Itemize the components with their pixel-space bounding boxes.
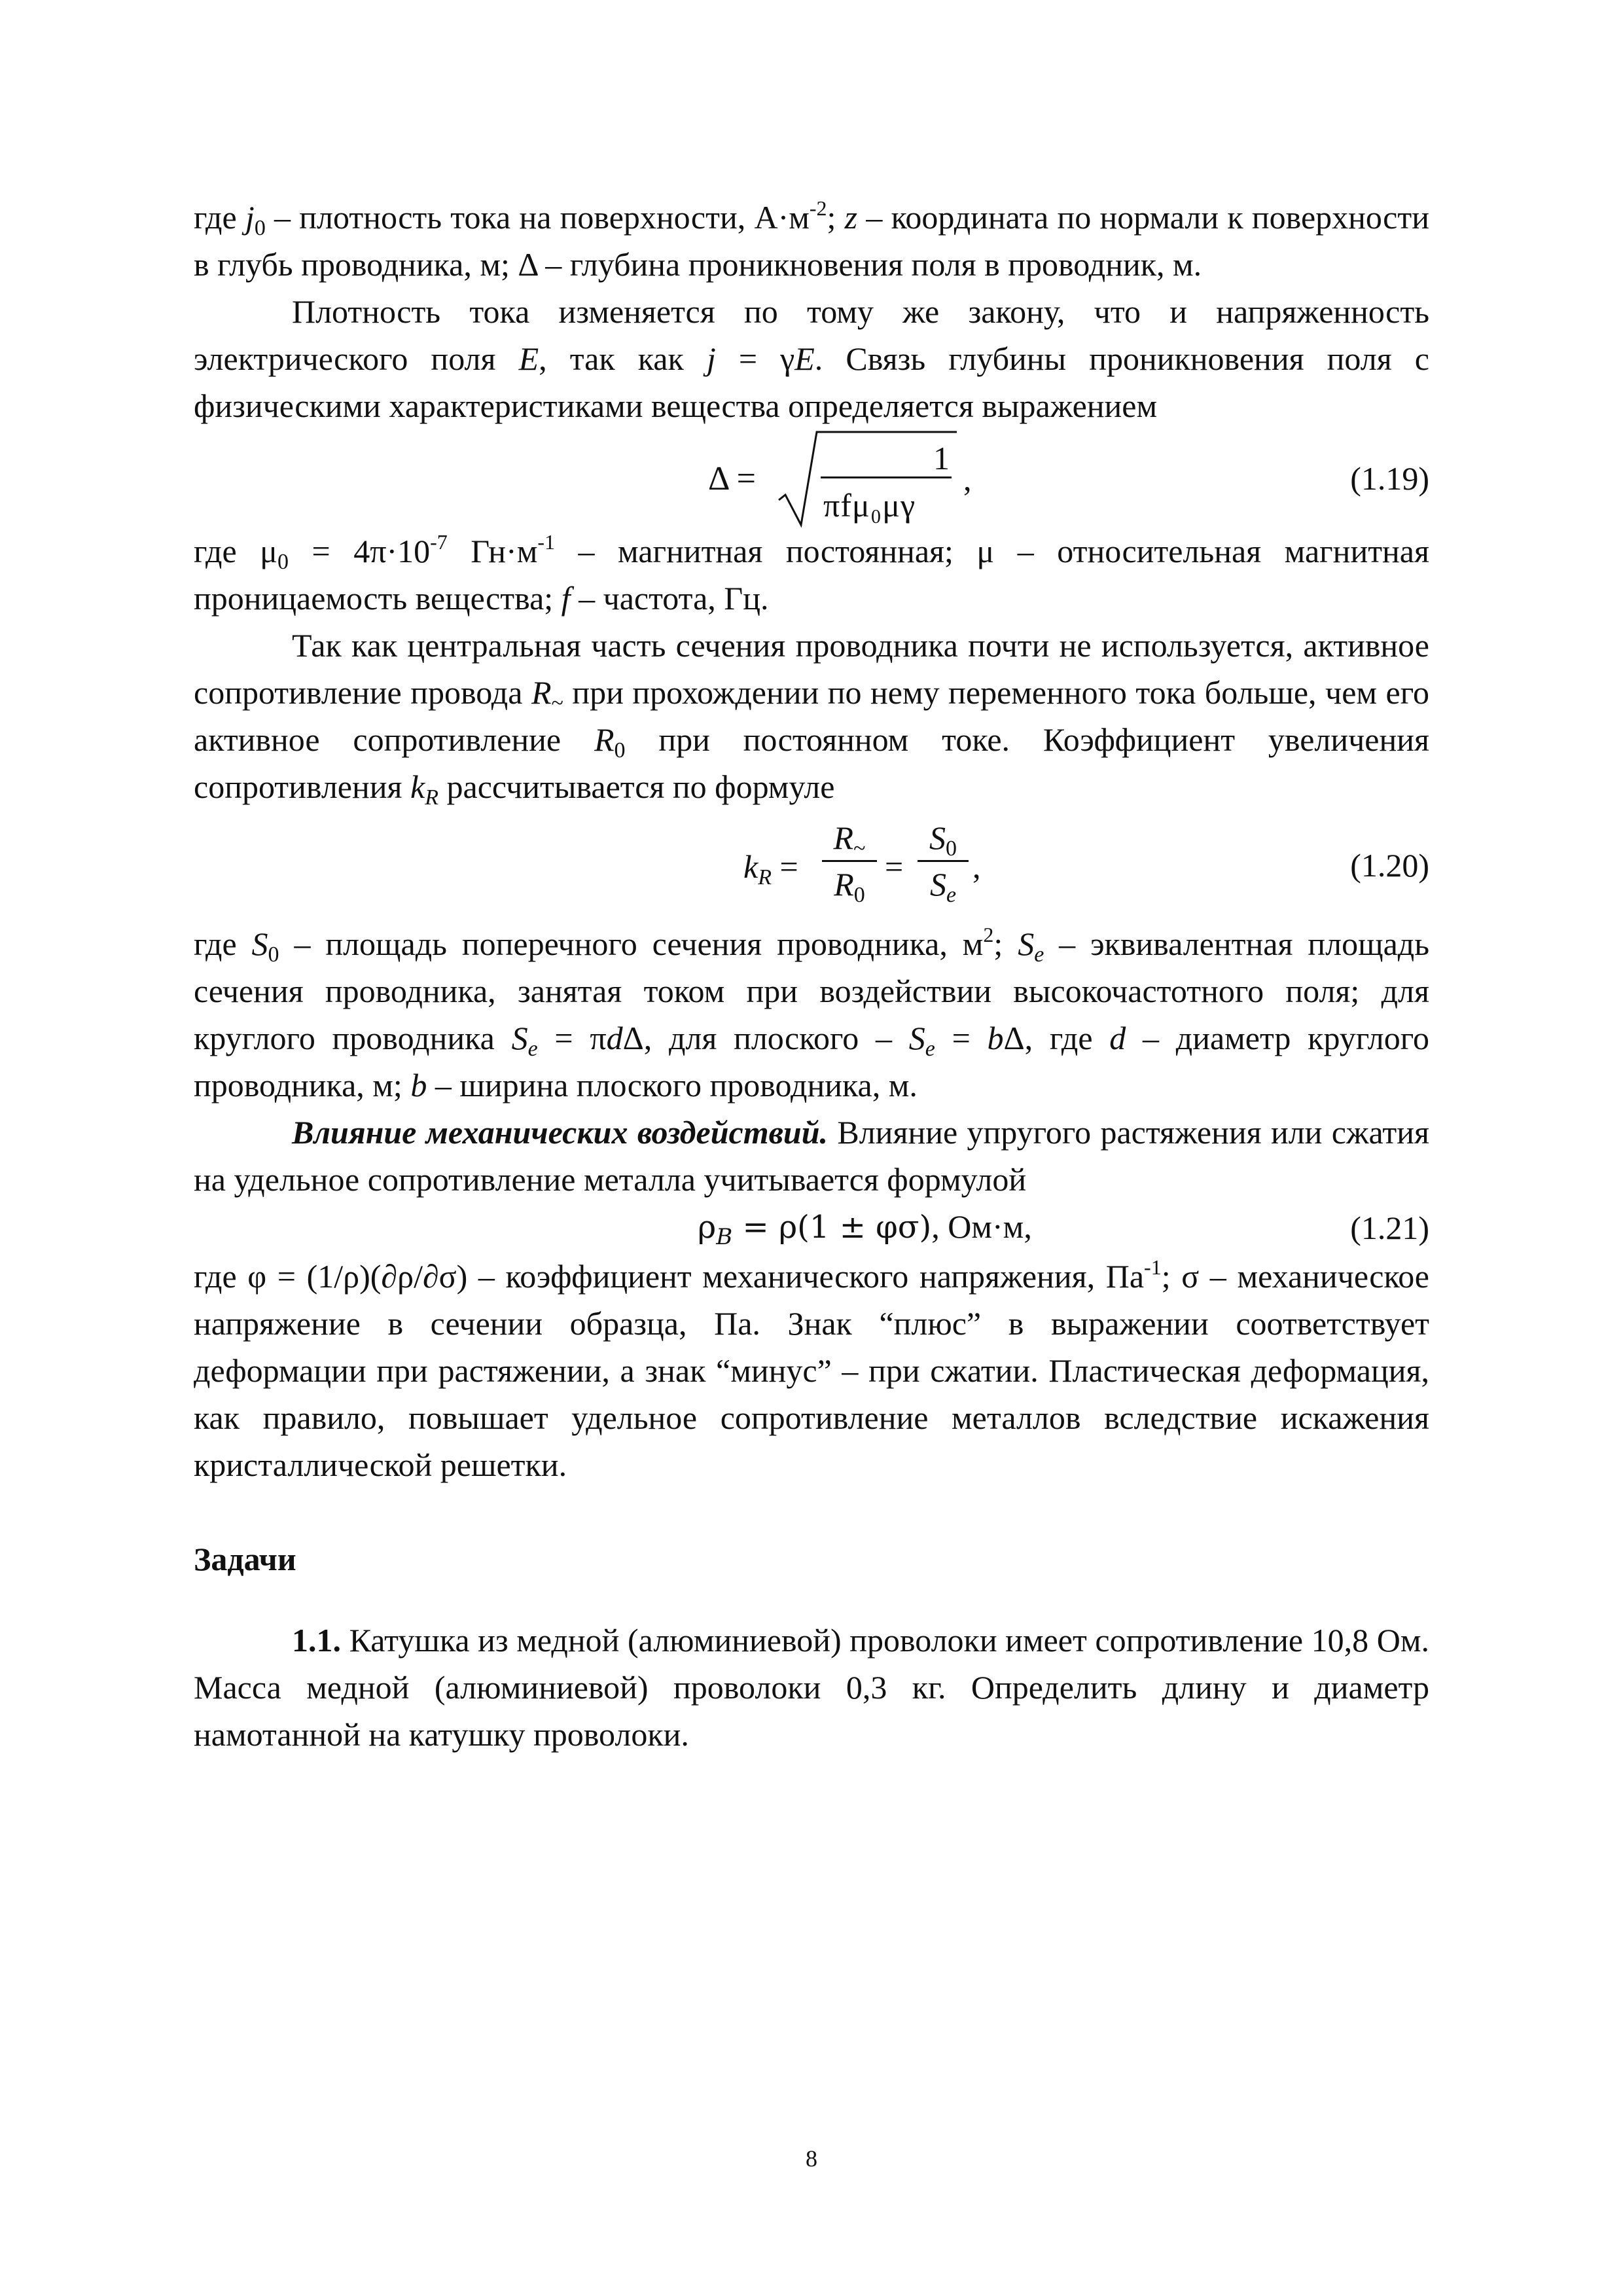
page-number: 8 [806,2145,817,2172]
section-heading: Задачи [194,1541,296,1577]
equation-1-21 [194,1203,1429,1253]
square-root [776,429,1025,528]
equation-lhs: $k_R$ = [743,848,798,889]
equation-1-19 [194,429,1429,528]
fraction-line [821,476,952,478]
fraction-r-ratio: $R_\sim$ $R_0$ [822,817,877,905]
equation-comma: , [963,461,972,497]
equation-comma: , [972,848,981,885]
equation-number: (1.20) [1350,847,1429,884]
equation-expression: $\rho_B = \rho(1 \pm \varphi\sigma)$, Ом·м, [698,1208,1032,1250]
paragraph-current-density: где $j_0$ – плотность тока на поверхности, $А\cdot м^{-2}$; z – координата по нормали к поверхности в глубь проводника, м; Δ – глубина проникновения поля в проводник, м. [194,196,1429,283]
equation-lhs: Δ = [708,460,756,497]
paragraph-cross-section: где $S_0$ – площадь поперечного сечения проводника, $м^2$; $S_e$ – эквивалентная площадь сечения проводника, занятая током при воздействии высокочастотного поля; для круглого проводника $S_e = \pi d\Delta$, для плоского – $S_e = b\Delta$, где d – диаметр круглого проводника, м; b – ширина плоского проводника, м. [194,923,1430,1103]
paragraph-magnetic-constant: где $\mu_0 = 4\pi\cdot 10^{-7}$ $Гн\cdot м^{-1}$ – магнитная постоянная; μ – относительная магнитная проницаемость вещества; f – частота, Гц. [194,530,1429,617]
paragraph-stress-coefficient: где φ = (1/ρ)(∂ρ/∂σ) – коэффициент механического напряжения, $Па^{-1}$; σ – механическое напряжение в сечении образца, Па. Знак “плюс” в выражении соответствует деформации при растяжении, а знак “минус” – при сжатии. Пластическая деформация, как правило, повышает удельное сопротивление металлов вследствие искажения кристаллической решетки. [194,1255,1430,1483]
sqrt-denominator: πfμ₀μγ [823,487,916,524]
sqrt-numerator: 1 [933,440,950,476]
equation-1-20 [194,810,1429,920]
equals-sign: = [885,848,904,885]
equation-number: (1.21) [1350,1210,1429,1246]
equation-number: (1.19) [1350,460,1429,497]
task-1-1: 1.1. Катушка из медной (алюминиевой) проволоки имеет сопротивление 10,8 Ом. Масса медной (алюминиевой) проволоки 0,3 кг. Определить длину и диаметр намотанной на катушку проволоки. [194,1622,1429,1753]
page-body [194,194,1429,1758]
fraction-s-ratio: $S_0$ $S_e$ [918,817,969,905]
paragraph-resistance-coefficient: Так как центральная часть сечения проводника почти не используется, активное сопротивление провода $R_\sim$ при прохождении по нему переменного тока больше, чем его активное сопротивление $R_0$ при постоянном токе. Коэффициент увеличения сопротивления $k_R$ рассчитывается по формуле [194,627,1429,810]
paragraph-mechanical-effects: Влияние механических воздействий. Влияние упругого растяжения или сжатия на удельное сопротивление металла учитывается формулой [194,1114,1430,1198]
paragraph-penetration-depth: Плотность тока изменяется по тому же закону, что и напряженность электрического поля E, так как j = γE. Связь глубины проникновения поля с физическими характеристиками вещества определяется выражением [194,293,1429,424]
